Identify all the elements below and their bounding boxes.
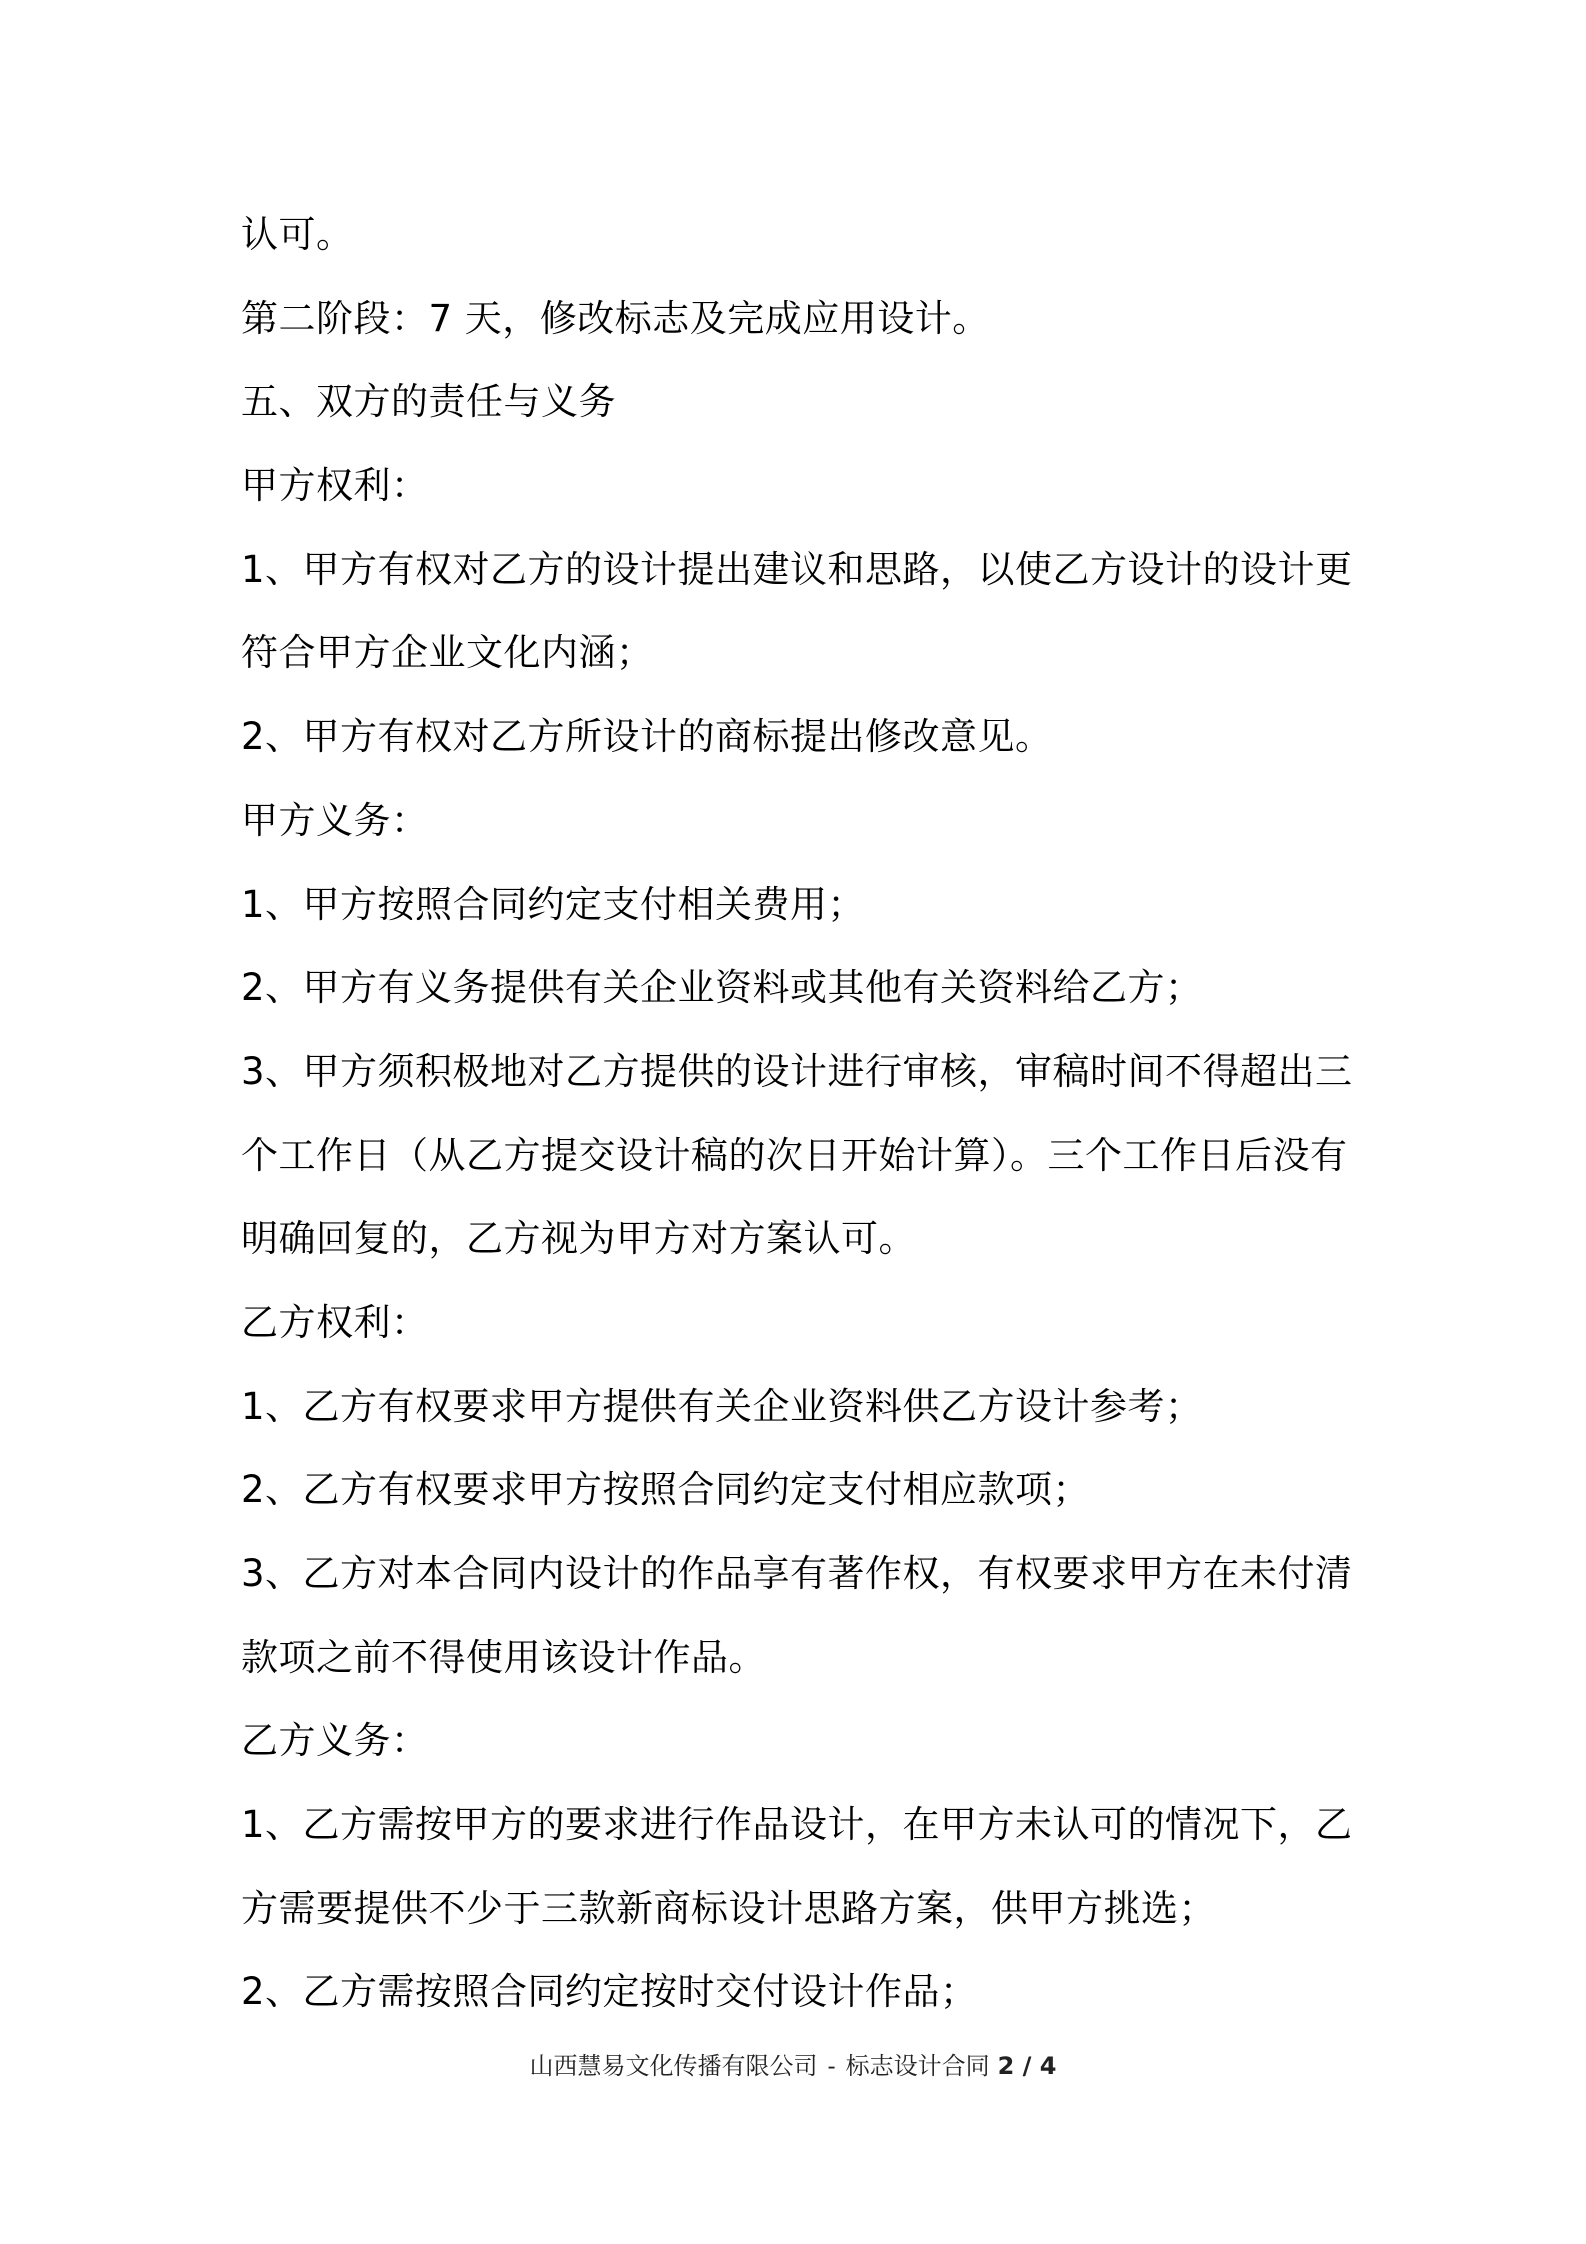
text-line: 1、乙方需按甲方的要求进行作品设计，在甲方未认可的情况下，乙 bbox=[241, 1803, 1353, 1847]
text-line: 2、乙方需按照合同约定按时交付设计作品； bbox=[241, 1970, 978, 2014]
text-line: 方需要提供不少于三款新商标设计思路方案，供甲方挑选； bbox=[241, 1886, 1216, 1930]
page-number: 2 / 4 bbox=[997, 2052, 1057, 2080]
text-line: 符合甲方企业文化内涵； bbox=[241, 631, 654, 675]
text-line: 3、乙方对本合同内设计的作品享有著作权，有权要求甲方在未付清 bbox=[241, 1552, 1353, 1595]
footer-separator: - bbox=[827, 2052, 836, 2080]
text-line: 第二阶段：7 天，修改标志及完成应用设计。 bbox=[241, 296, 990, 340]
page-footer bbox=[0, 2046, 1586, 2081]
text-line: 2、乙方有权要求甲方按照合同约定支付相应款项； bbox=[241, 1468, 1091, 1512]
section-heading: 五、双方的责任与义务 bbox=[241, 380, 616, 424]
subheading: 乙方义务： bbox=[241, 1719, 429, 1763]
text-line: 认可。 bbox=[241, 213, 354, 256]
footer-doc-title: 标志设计合同 bbox=[845, 2052, 990, 2080]
footer-company: 山西慧易文化传播有限公司 bbox=[529, 2052, 818, 2080]
text-line: 1、乙方有权要求甲方提供有关企业资料供乙方设计参考； bbox=[241, 1384, 1203, 1428]
text-line: 个工作日（从乙方提交设计稿的次日开始计算）。三个工作日后没有 bbox=[241, 1133, 1348, 1177]
text-line: 2、甲方有义务提供有关企业资料或其他有关资料给乙方； bbox=[241, 966, 1203, 1010]
text-line: 2、甲方有权对乙方所设计的商标提出修改意见。 bbox=[241, 715, 1053, 759]
text-line: 1、甲方按照合同约定支付相关费用； bbox=[241, 882, 866, 926]
text-line: 款项之前不得使用该设计作品。 bbox=[241, 1635, 766, 1679]
document-body bbox=[241, 193, 1371, 2034]
text-line: 1、甲方有权对乙方的设计提出建议和思路，以使乙方设计的设计更 bbox=[241, 547, 1353, 591]
subheading: 甲方权利： bbox=[241, 464, 429, 508]
text-line: 明确回复的，乙方视为甲方对方案认可。 bbox=[241, 1217, 916, 1261]
text-line: 3、甲方须积极地对乙方提供的设计进行审核，审稿时间不得超出三 bbox=[241, 1049, 1353, 1093]
subheading: 甲方义务： bbox=[241, 798, 429, 842]
subheading: 乙方权利： bbox=[241, 1300, 429, 1344]
